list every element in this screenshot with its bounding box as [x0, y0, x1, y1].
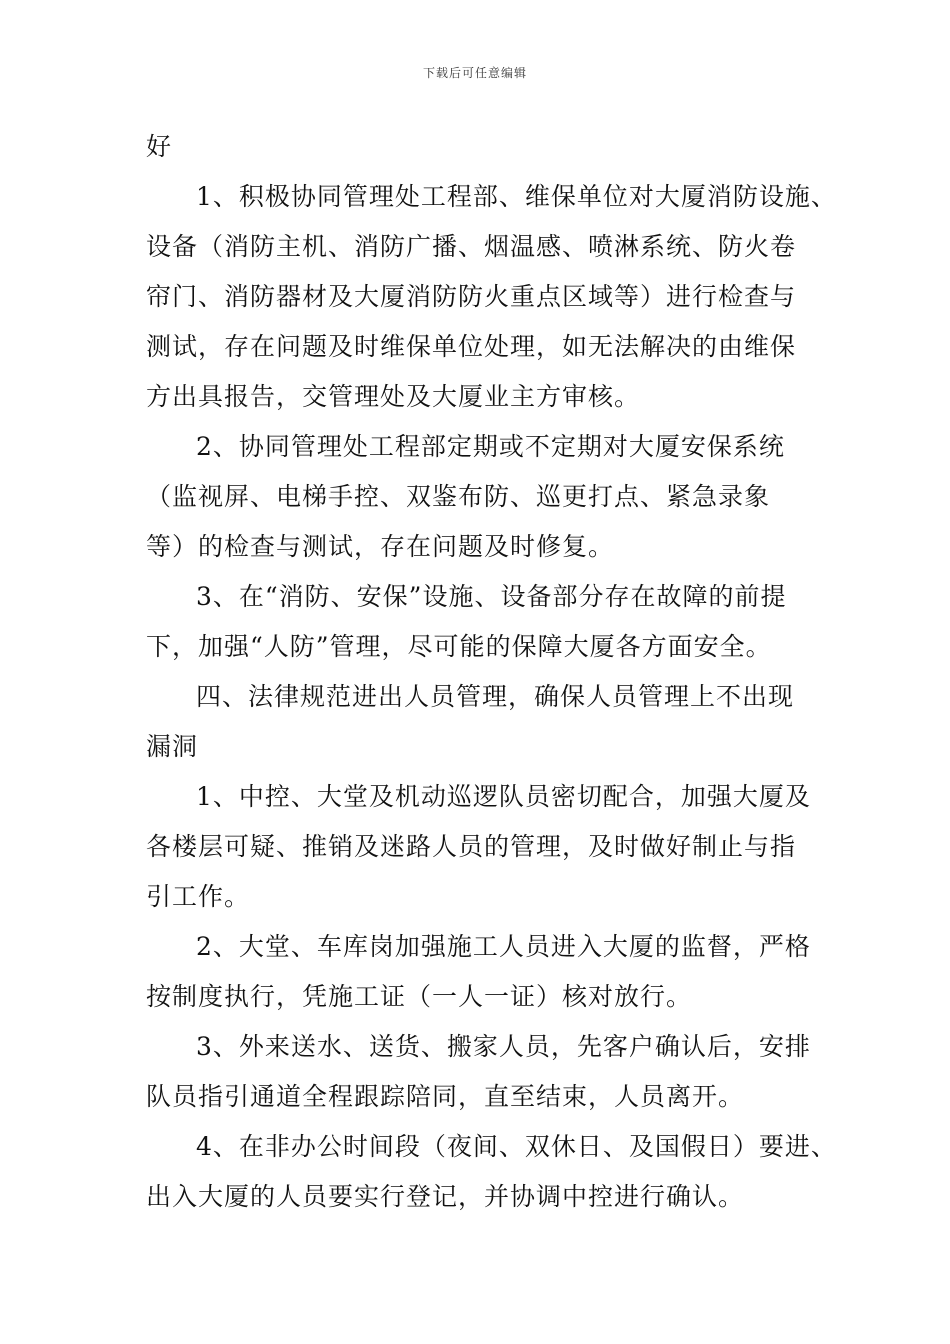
text-line: 1、积极协同管理处工程部、维保单位对大厦消防设施、 — [196, 182, 837, 211]
text-line: 等）的检查与测试，存在问题及时修复。 — [146, 532, 615, 561]
text-line: 方出具报告，交管理处及大厦业主方审核。 — [146, 382, 641, 411]
text-line: 按制度执行，凭施工证（一人一证）核对放行。 — [146, 982, 693, 1011]
text-line: 帘门、消防器材及大厦消防防火重点区域等）进行检查与 — [146, 282, 797, 311]
text-line: （监视屏、电梯手控、双鉴布防、巡更打点、紧急录象 — [146, 482, 771, 511]
text-line: 测试，存在问题及时维保单位处理，如无法解决的由维保 — [146, 332, 797, 361]
text-line: 3、在“消防、安保”设施、设备部分存在故障的前提 — [196, 582, 787, 611]
section-heading: 四、法律规范进出人员管理，确保人员管理上不出现 — [196, 682, 795, 711]
text-line: 4、在非办公时间段（夜间、双休日、及国假日）要进、 — [196, 1132, 837, 1161]
text-line: 好 — [146, 132, 173, 161]
text-line: 1、中控、大堂及机动巡逻队员密切配合，加强大厦及 — [196, 782, 811, 811]
text-line: 2、协同管理处工程部定期或不定期对大厦安保系统 — [196, 432, 785, 461]
text-line: 引工作。 — [146, 882, 251, 911]
text-line: 设备（消防主机、消防广播、烟温感、喷淋系统、防火卷 — [146, 232, 797, 261]
section-heading: 漏洞 — [146, 732, 199, 761]
text-line: 各楼层可疑、推销及迷路人员的管理，及时做好制止与指 — [146, 832, 797, 861]
text-line: 队员指引通道全程跟踪陪同，直至结束，人员离开。 — [146, 1082, 745, 1111]
page-header: 下载后可任意编辑 — [422, 66, 527, 80]
text-line: 出入大厦的人员要实行登记，并协调中控进行确认。 — [146, 1182, 745, 1211]
text-line: 下，加强“人防”管理，尽可能的保障大厦各方面安全。 — [146, 632, 772, 661]
text-line: 2、大堂、车库岗加强施工人员进入大厦的监督，严格 — [196, 932, 811, 961]
text-line: 3、外来送水、送货、搬家人员，先客户确认后，安排 — [196, 1032, 811, 1061]
